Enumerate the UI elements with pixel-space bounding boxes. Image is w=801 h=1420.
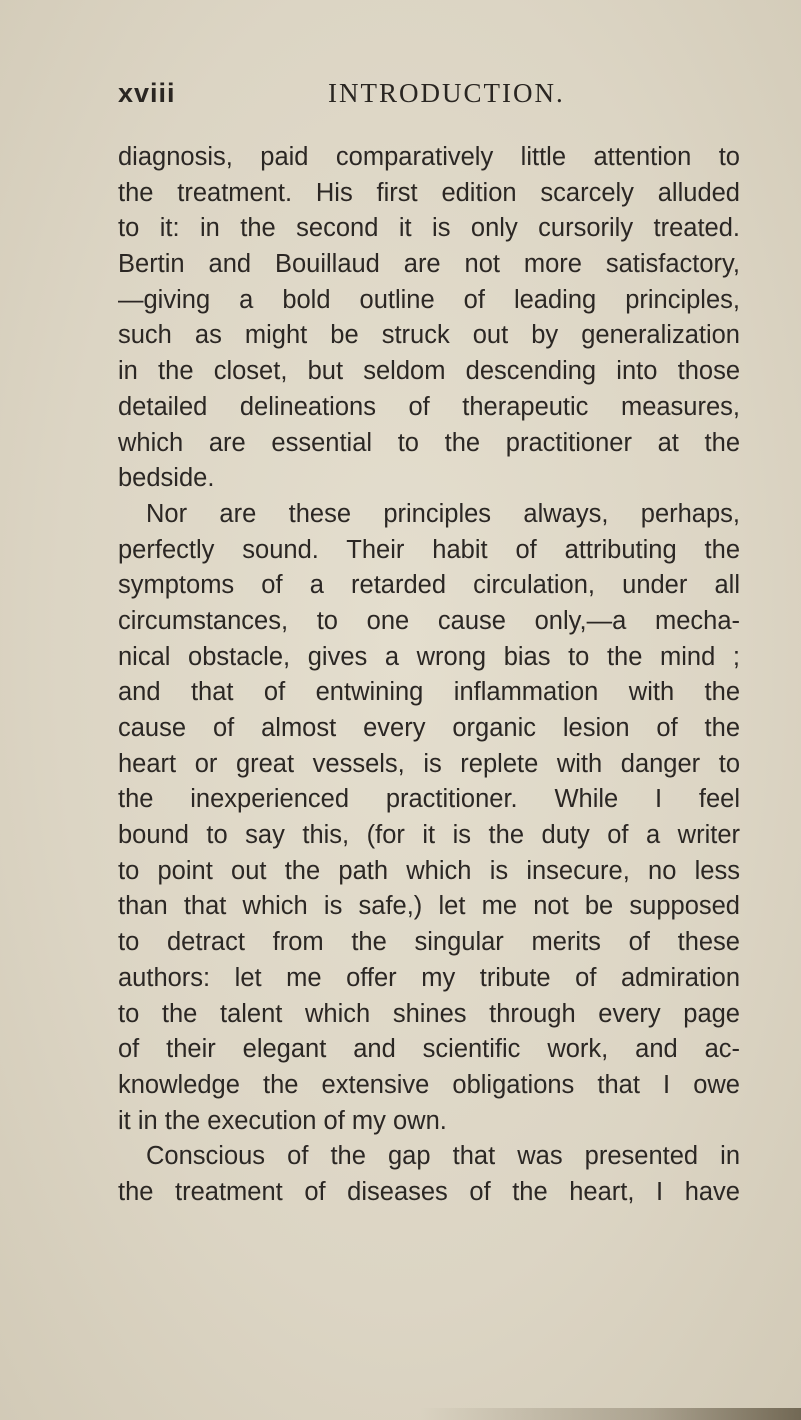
text-line: diagnosis, paid comparatively little attention to [118,143,740,171]
text-line: heart or great vessels, is replete with danger to [118,749,740,778]
running-head: INTRODUCTION. [328,78,565,108]
text-line: the treatment of diseases of the heart, I have [118,1177,740,1206]
text-line: detailed delineations of therapeutic measures, [118,392,740,421]
text-line: such as might be struck out by generalization [118,321,740,350]
text-line: nical obstacle, gives a wrong bias to the mind ; [118,642,740,671]
text-line: Bertin and Bouillaud are not more satisfactory, [118,250,740,279]
page-number: xviii [118,78,176,108]
text-line: it in the execution of my own. [118,1106,447,1135]
text-line: symptoms of a retarded circulation, under all [118,571,740,600]
text-line: Nor are these principles always, perhaps, [146,499,740,528]
text-line: in the closet, but seldom descending into those [118,357,740,386]
text-line: the inexperienced practitioner. While I feel [118,785,740,814]
text-line: and that of entwining inflammation with the [118,678,740,707]
text-line: authors: let me offer my tribute of admiration [118,963,740,992]
text-line: knowledge the extensive obligations that I owe [118,1070,740,1099]
text-line: the treatment. His first edition scarcely alluded [118,178,740,207]
text-line: bound to say this, (for it is the duty of a writer [118,821,740,850]
text-line: Conscious of the gap that was presented in [146,1142,740,1171]
body-text [118,140,740,1211]
text-line: to it: in the second it is only cursorily treated. [118,214,740,243]
text-line: to the talent which shines through every page [118,999,740,1028]
text-line: circumstances, to one cause only,—a mecha- [118,606,740,635]
page-header [118,78,738,112]
text-line: to detract from the singular merits of these [118,928,740,957]
page-edge-shadow [420,1408,801,1420]
text-line: perfectly sound. Their habit of attributing the [118,535,740,564]
text-line: to point out the path which is insecure, no less [118,856,740,885]
text-line: which are essential to the practitioner at the [118,428,740,457]
text-line: than that which is safe,) let me not be supposed [118,892,740,921]
text-line: cause of almost every organic lesion of the [118,714,740,742]
text-line: of their elegant and scientific work, and ac- [118,1035,740,1064]
text-line: bedside. [118,464,215,493]
text-line: —giving a bold outline of leading principles, [118,285,740,314]
